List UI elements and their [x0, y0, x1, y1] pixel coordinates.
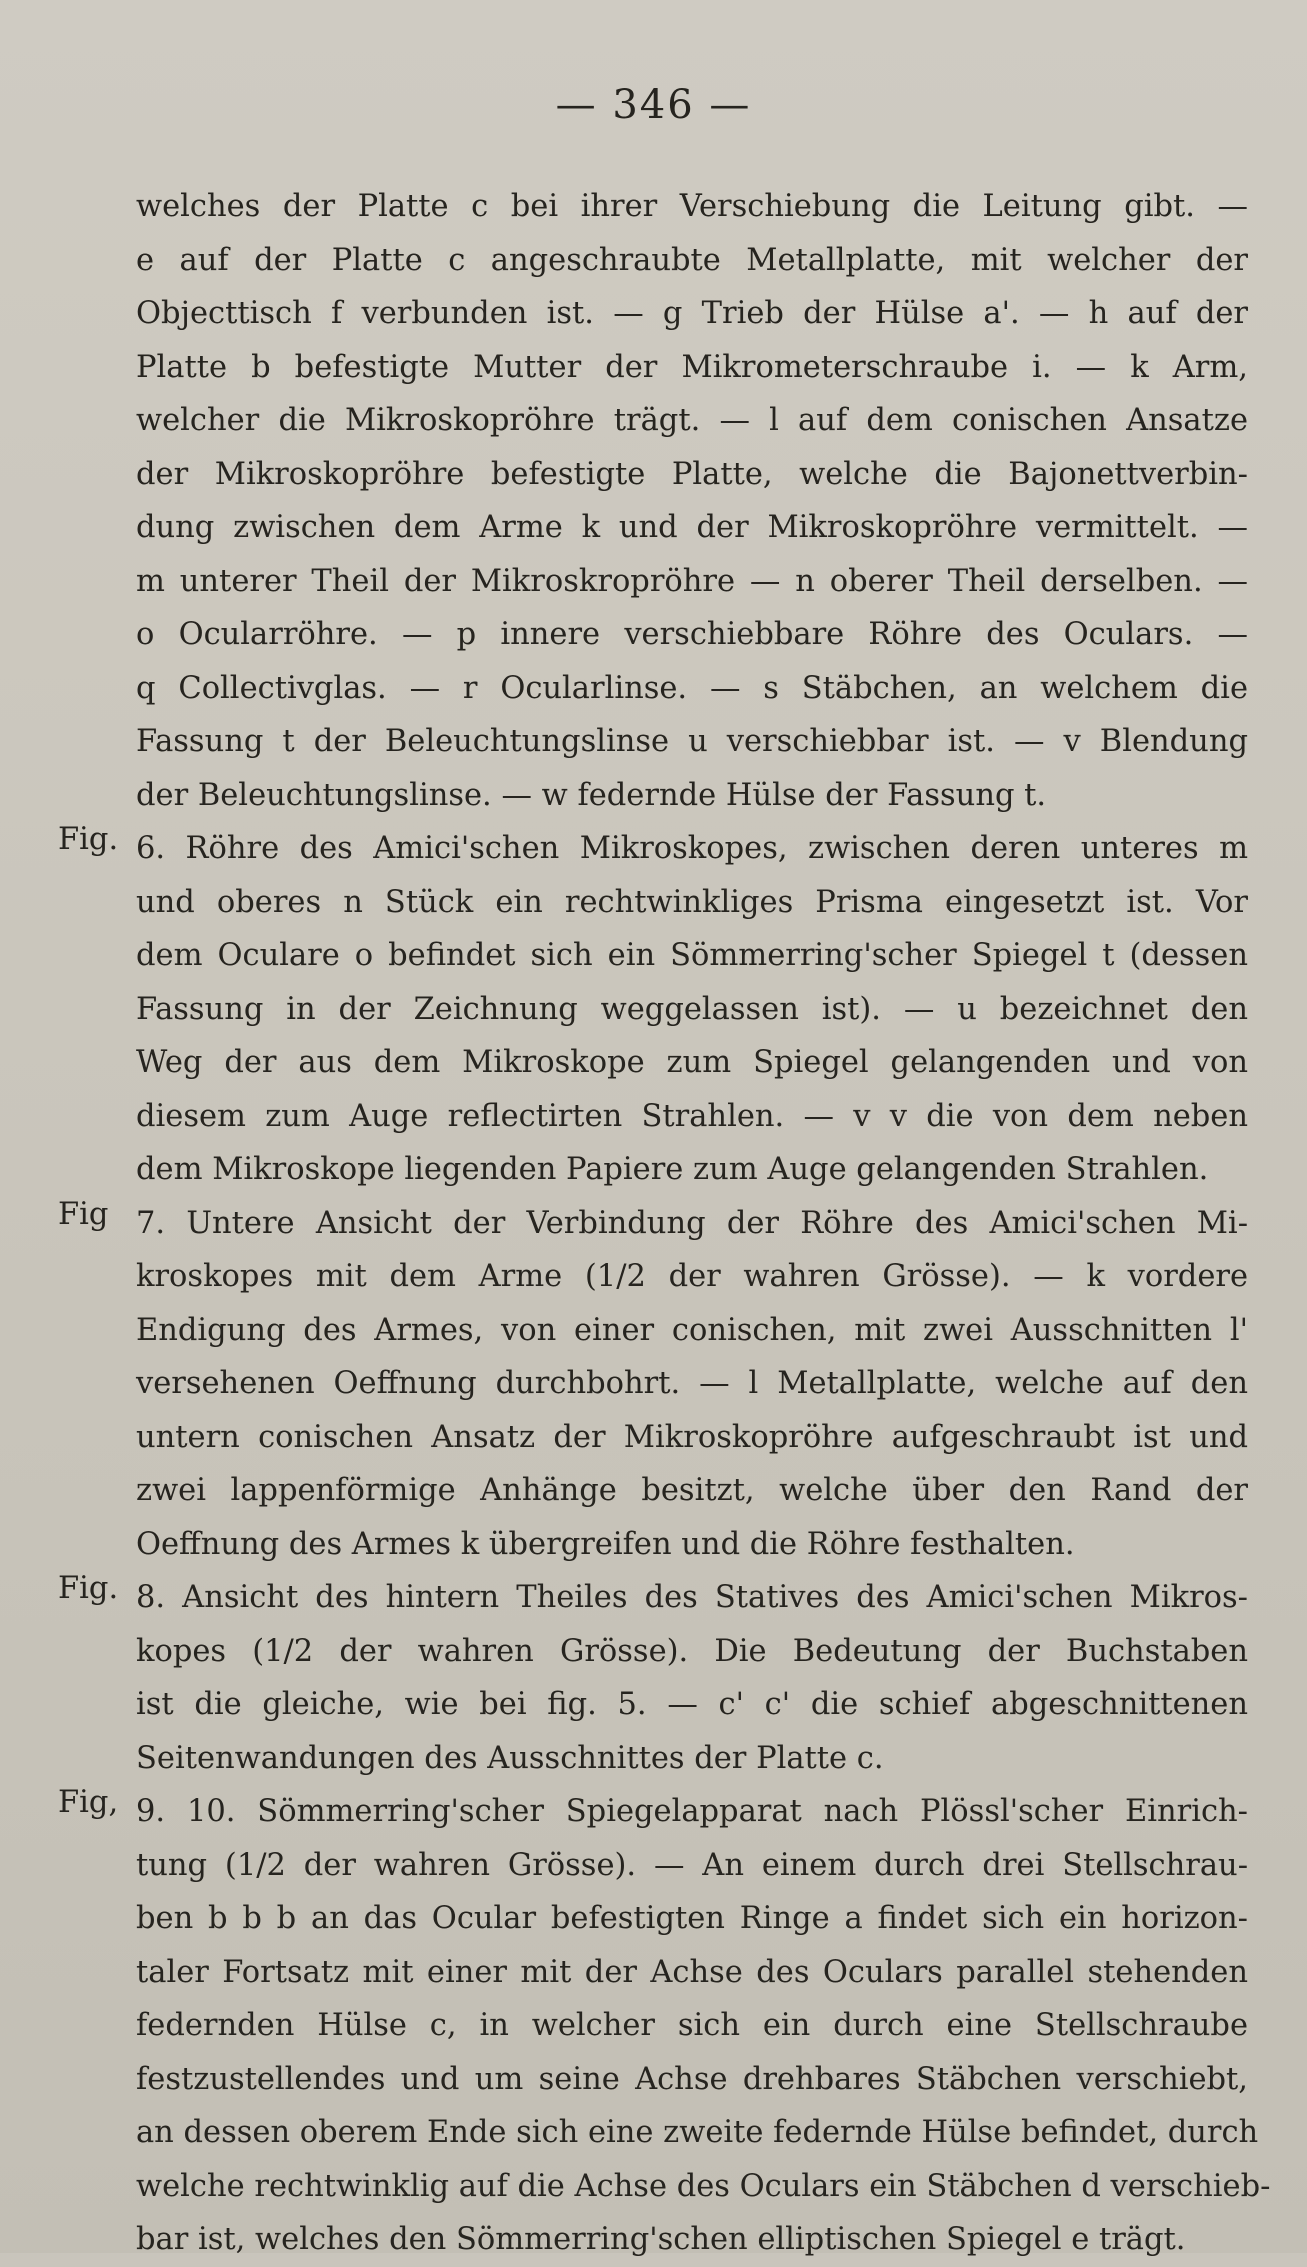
text-line: festzustellendes und um seine Achse drehbares Stäbchen verschiebt,	[136, 2061, 1248, 2097]
paragraph	[58, 1785, 1271, 2267]
paragraph	[58, 1196, 1248, 1572]
text-line: bar ist, welches den Sömmerring'schen elliptischen Spiegel e trägt.	[136, 2222, 1186, 2257]
text-line: der Mikroskopröhre befestigte Platte, welche die Bajonettverbin-	[136, 456, 1248, 492]
text-line: dung zwischen dem Arme k und der Mikroskopröhre vermittelt. —	[136, 510, 1248, 545]
text-line: untern conischen Ansatz der Mikroskopröhre aufgeschraubt ist und	[136, 1419, 1248, 1455]
text-line: welches der Platte c bei ihrer Verschiebung die Leitung gibt. —	[136, 189, 1248, 224]
text-line: e auf der Platte c angeschraubte Metallplatte, mit welcher der	[136, 242, 1248, 278]
text-line: welche rechtwinklig auf die Achse des Oculars ein Stäbchen d verschieb-	[136, 2168, 1271, 2204]
text-line: Seitenwandungen des Ausschnittes der Platte c.	[136, 1740, 884, 1776]
text-line: m unterer Theil der Mikroskropröhre — n oberer Theil derselben. —	[136, 563, 1248, 599]
figure-label: Fig	[58, 1196, 109, 1232]
text-line: dem Mikroskope liegenden Papiere zum Auge gelangenden Strahlen.	[136, 1152, 1209, 1187]
text-line: tung (1/2 der wahren Grösse). — An einem durch drei Stellschrau-	[136, 1847, 1248, 1883]
text-line: und oberes n Stück ein rechtwinkliges Prisma eingesetzt ist. Vor	[136, 884, 1248, 920]
text-line: zwei lappenförmige Anhänge besitzt, welche über den Rand der	[136, 1473, 1248, 1508]
text-line: federnden Hülse c, in welcher sich ein durch eine Stellschraube	[136, 2008, 1248, 2043]
figure-label: Fig.	[58, 822, 119, 857]
text-line: ben b b b an das Ocular befestigten Ringe a findet sich ein horizon-	[136, 1901, 1248, 1936]
text-line: der Beleuchtungslinse. — w federnde Hülse der Fassung t.	[136, 777, 1047, 813]
paragraph	[58, 822, 1248, 1197]
page-text	[58, 180, 1271, 2267]
text-line: kopes (1/2 der wahren Grösse). Die Bedeutung der Buchstaben	[136, 1633, 1248, 1669]
text-line: ist die gleiche, wie bei fig. 5. — c' c' die schief abgeschnittenen	[136, 1687, 1248, 1722]
text-line: diesem zum Auge reflectirten Strahlen. — v v die von dem neben	[136, 1098, 1248, 1134]
text-line: Oeffnung des Armes k übergreifen und die Röhre festhalten.	[136, 1526, 1075, 1562]
text-line: q Collectivglas. — r Ocularlinse. — s Stäbchen, an welchem die	[136, 670, 1248, 706]
text-line: Objecttisch f verbunden ist. — g Trieb der Hülse a'. — h auf der	[136, 296, 1248, 331]
text-line: 8. Ansicht des hintern Theiles des Statives des Amici'schen Mikros-	[136, 1580, 1248, 1615]
paragraph	[58, 1571, 1248, 1785]
text-line: welcher die Mikroskopröhre trägt. — l auf dem conischen Ansatze	[136, 403, 1248, 438]
figure-label: Fig.	[58, 1571, 119, 1606]
text-line: dem Oculare o befindet sich ein Sömmerring'scher Spiegel t (dessen	[136, 938, 1248, 973]
text-line: Fassung in der Zeichnung weggelassen ist). — u bezeichnet den	[136, 991, 1248, 1027]
figure-label: Fig,	[58, 1785, 119, 1820]
text-line: taler Fortsatz mit einer mit der Achse des Oculars parallel stehenden	[136, 1954, 1248, 1990]
text-line: Fassung t der Beleuchtungslinse u verschiebbar ist. — v Blendung	[136, 724, 1248, 759]
text-line: kroskopes mit dem Arme (1/2 der wahren Grösse). — k vordere	[136, 1259, 1248, 1294]
text-line: 7. Untere Ansicht der Verbindung der Röhre des Amici'schen Mi-	[136, 1205, 1248, 1241]
text-line: Weg der aus dem Mikroskope zum Spiegel gelangenden und von	[136, 1045, 1248, 1080]
page-number: — 346 —	[555, 82, 752, 128]
text-line: 9. 10. Sömmerring'scher Spiegelapparat nach Plössl'scher Einrich-	[136, 1794, 1248, 1829]
text-line: versehenen Oeffnung durchbohrt. — l Metallplatte, welche auf den	[136, 1366, 1248, 1401]
text-line: o Ocularröhre. — p innere verschiebbare Röhre des Oculars. —	[136, 617, 1248, 652]
text-line: an dessen oberem Ende sich eine zweite federnde Hülse befindet, durch	[136, 2115, 1259, 2150]
text-line: Endigung des Armes, von einer conischen, mit zwei Ausschnitten l'	[136, 1312, 1248, 1348]
text-line: 6. Röhre des Amici'schen Mikroskopes, zwischen deren unteres m	[136, 831, 1248, 866]
paragraph	[136, 180, 1248, 822]
text-line: Platte b befestigte Mutter der Mikrometerschraube i. — k Arm,	[136, 349, 1248, 385]
